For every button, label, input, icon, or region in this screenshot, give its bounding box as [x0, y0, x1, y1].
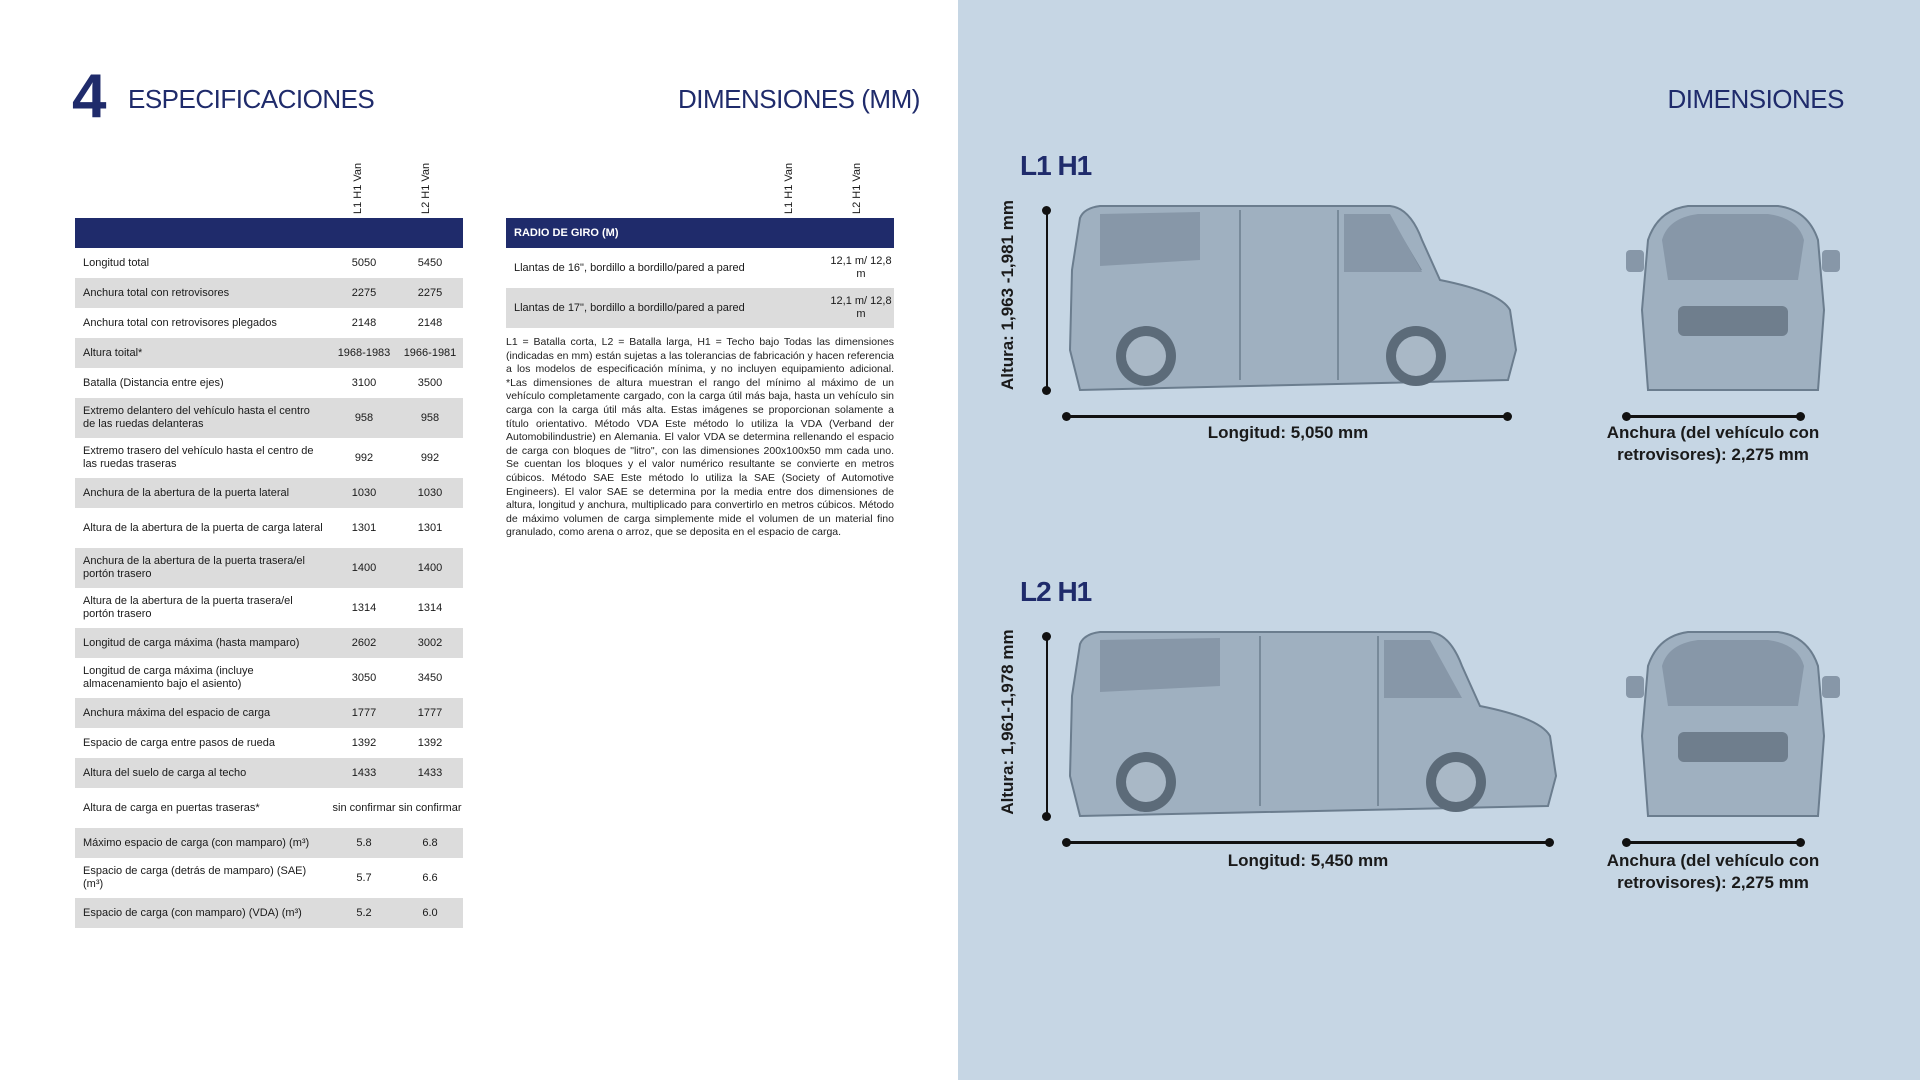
row-label: Espacio de carga (con mamparo) (VDA) (m³) [83, 906, 302, 919]
height-dot-bottom-l1h1 [1042, 386, 1051, 395]
width-label-l1h1 [1578, 422, 1848, 466]
length-dot-left-l1h1 [1062, 412, 1071, 421]
row-value-l2: 3500 [417, 376, 443, 389]
row-label: Llantas de 17", bordillo a bordillo/pared a pared [514, 301, 745, 314]
width-dot-left-l2h1 [1622, 838, 1631, 847]
specifications-page [0, 0, 958, 1080]
table-row [75, 338, 463, 368]
row-value-l2: 6.6 [422, 871, 438, 884]
row-value-l1: 1433 [351, 766, 377, 779]
height-line-l2h1 [1046, 636, 1048, 816]
dimensions-title: DIMENSIONES (MM) [678, 84, 920, 114]
table-row [75, 628, 463, 658]
table-row [75, 898, 463, 928]
row-value-l2: 3450 [417, 671, 443, 684]
row-value: 12,1 m/ 12,8 m [830, 295, 892, 320]
van-front-view-l1h1 [1618, 200, 1848, 400]
row-label: Longitud total [83, 256, 150, 269]
row-value-l2: 6.8 [422, 836, 438, 849]
van-side-view-l2h1 [1060, 626, 1560, 826]
row-value-l2: 1400 [417, 561, 443, 574]
table-row [75, 548, 463, 588]
variant-label-l1h1: L1 H1 [1020, 150, 1092, 181]
row-label: Anchura de la abertura de la puerta lateral [83, 486, 290, 499]
row-value-l2: 2148 [417, 316, 443, 329]
width-line1: Anchura (del vehículo con [1606, 423, 1820, 442]
row-value-l1: 5.8 [356, 836, 372, 849]
row-label: Anchura máxima del espacio de carga [83, 706, 271, 719]
variant-label-l2h1: L2 H1 [1020, 576, 1092, 607]
table-row [75, 398, 463, 438]
row-value: 12,1 m/ 12,8 m [830, 255, 892, 280]
table-row [75, 278, 463, 308]
turning-radius-table [506, 160, 894, 328]
row-label: Longitud de carga máxima (incluye almacenamiento bajo el asiento) [83, 665, 254, 690]
row-value-l2: 1314 [417, 601, 443, 614]
row-value-l1: 2602 [351, 636, 377, 649]
row-value-l1: 1777 [351, 706, 377, 719]
table-row [75, 248, 463, 278]
row-value-l1: 5050 [351, 256, 377, 269]
row-value-l1: 1400 [351, 561, 377, 574]
table-row [75, 308, 463, 338]
row-label: Longitud de carga máxima (hasta mamparo) [83, 636, 300, 649]
table-row [506, 248, 894, 288]
row-label: Altura de carga en puertas traseras* [83, 801, 260, 814]
column-header-l2: L2 H1 Van [420, 162, 432, 214]
height-dot-top-l2h1 [1042, 632, 1051, 641]
row-label: Altura de la abertura de la puerta de carga lateral [83, 521, 323, 534]
length-label-l2h1: Longitud: 5,450 mm [1227, 851, 1389, 870]
row-label: Anchura total con retrovisores [83, 286, 230, 299]
width-dot-left-l1h1 [1622, 412, 1631, 421]
table-row [75, 658, 463, 698]
row-value-l2: 1966-1981 [403, 346, 457, 359]
radius-heading: RADIO DE GIRO (M) [506, 218, 894, 248]
length-line-l2h1 [1066, 841, 1550, 844]
row-value-l1: 1968-1983 [337, 346, 391, 359]
row-value-l1: 992 [354, 451, 374, 464]
footnote: L1 = Batalla corta, L2 = Batalla larga, H1 = Techo bajo Todas las dimensiones (indicadas en mm) están sujetas a las tolerancias de fabricación y hacen referencia a los modelos de especificación mínima, y no incluyen equipamiento adicional. *Las dimensiones de altura muestran el rango del mínimo al máximo de un vehículo completamente cargado, con la carga útil más baja, hasta un vehículo sin carga con la carga útil más alta. Estas imágenes se proporcionan solamente a título orientativo. Método VDA Este método lo utiliza la VDA (Verband der Automobilindustrie) en Alemania. El valor VDA se determina rellenando el espacio de carga con bloques de "litro", con las dimensiones 200x100x50 mm cada uno. Se cuentan los bloques y el valor numérico resultante se convierte en metros cúbicos. Método SAE Este método lo utiliza la SAE (Society of Automotive Engineers). El valor SAE se determina por la media entre dos dimensiones de altura, longitud y anchura, multiplicado para convertirlo en metros cúbicos. Método de máximo volumen de carga simplemente mide el volumen de un material fino granulado, como arena o arroz, que se deposita en el espacio de carga. [506, 336, 894, 539]
row-value-l2: 1433 [417, 766, 443, 779]
section-number: 4 [72, 62, 105, 131]
van-side-view-l1h1 [1060, 200, 1520, 400]
row-value-l1: 1392 [351, 736, 377, 749]
table-row [75, 588, 463, 628]
van-front-view-l2h1 [1618, 626, 1848, 826]
length-dot-left-l2h1 [1062, 838, 1071, 847]
width-dot-right-l1h1 [1796, 412, 1805, 421]
height-label-l1h1: Altura: 1,963 -1,981 mm [998, 200, 1017, 390]
row-value-l1: 3050 [351, 671, 377, 684]
row-label: Llantas de 16", bordillo a bordillo/pared a pared [514, 261, 745, 274]
height-line-l1h1 [1046, 210, 1048, 390]
height-label-l2h1: Altura: 1,961-1,978 mm [998, 629, 1017, 815]
row-value-l1: 1301 [351, 521, 377, 534]
width-line2: retrovisores): 2,275 mm [1617, 873, 1809, 892]
table-row [506, 288, 894, 328]
table-row [75, 698, 463, 728]
row-label: Espacio de carga entre pasos de rueda [83, 736, 276, 749]
dimensions-page [958, 0, 1920, 1080]
row-label: Extremo delantero del vehículo hasta el centro de las ruedas delanteras [83, 405, 310, 430]
width-line-l2h1 [1626, 841, 1800, 844]
column-header-l1: L1 H1 Van [783, 162, 795, 214]
table-row [75, 508, 463, 548]
row-value-l2: 1301 [417, 521, 443, 534]
table-row [75, 828, 463, 858]
row-value-l2: 1392 [417, 736, 443, 749]
length-line-l1h1 [1066, 415, 1508, 418]
row-value-l1: 1030 [351, 486, 377, 499]
row-label: Espacio de carga (detrás de mamparo) (SAE) (m³) [83, 865, 307, 890]
height-dot-top-l1h1 [1042, 206, 1051, 215]
section-title: ESPECIFICACIONES [128, 84, 375, 114]
row-label: Altura de la abertura de la puerta trasera/el portón trasero [83, 595, 293, 620]
length-dot-right-l1h1 [1503, 412, 1512, 421]
width-line2: retrovisores): 2,275 mm [1617, 445, 1809, 464]
row-value-l1: 2275 [351, 286, 377, 299]
row-label: Altura del suelo de carga al techo [83, 766, 247, 779]
column-header-l1: L1 H1 Van [352, 162, 364, 214]
row-label: Anchura de la abertura de la puerta trasera/el portón trasero [83, 555, 305, 580]
width-label-l2h1 [1578, 850, 1848, 894]
row-value-l2: 2275 [417, 286, 443, 299]
row-label: Extremo trasero del vehículo hasta el centro de las ruedas traseras [83, 445, 314, 470]
width-line1: Anchura (del vehículo con [1606, 851, 1820, 870]
table-row [75, 728, 463, 758]
table-row [75, 858, 463, 898]
row-value-l2: 6.0 [422, 906, 438, 919]
row-label: Anchura total con retrovisores plegados [83, 316, 277, 329]
row-value-l2: 3002 [417, 636, 443, 649]
spec-column-headers [75, 160, 463, 218]
width-dot-right-l2h1 [1796, 838, 1805, 847]
row-value-l2: 1777 [417, 706, 443, 719]
spec-rows [75, 248, 463, 928]
row-value-l1: 2148 [351, 316, 377, 329]
row-value-l1: 1314 [351, 601, 377, 614]
row-value-l1: 3100 [351, 376, 377, 389]
table-row [75, 478, 463, 508]
height-dot-bottom-l2h1 [1042, 812, 1051, 821]
table-row [75, 758, 463, 788]
length-dot-right-l2h1 [1545, 838, 1554, 847]
row-label: Máximo espacio de carga (con mamparo) (m³) [83, 836, 310, 849]
row-value-l2: sin confirmar [398, 801, 462, 814]
row-value-l2: 958 [420, 411, 440, 424]
column-header-l2: L2 H1 Van [851, 162, 863, 214]
length-label-l1h1: Longitud: 5,050 mm [1207, 423, 1369, 442]
table-row [75, 368, 463, 398]
spec-table [75, 160, 463, 928]
row-value-l2: 992 [420, 451, 440, 464]
row-value-l1: 5.7 [356, 871, 372, 884]
row-label: Altura toital* [83, 346, 143, 359]
row-value-l1: sin confirmar [332, 801, 396, 814]
row-value-l1: 5.2 [356, 906, 372, 919]
row-value-l1: 958 [354, 411, 374, 424]
spec-header-band [75, 218, 463, 248]
table-row [75, 788, 463, 828]
radius-column-headers [506, 160, 894, 218]
row-value-l2: 5450 [417, 256, 443, 269]
width-line-l1h1 [1626, 415, 1800, 418]
row-value-l2: 1030 [417, 486, 443, 499]
right-title: DIMENSIONES [1667, 84, 1844, 114]
row-label: Batalla (Distancia entre ejes) [83, 376, 224, 389]
table-row [75, 438, 463, 478]
